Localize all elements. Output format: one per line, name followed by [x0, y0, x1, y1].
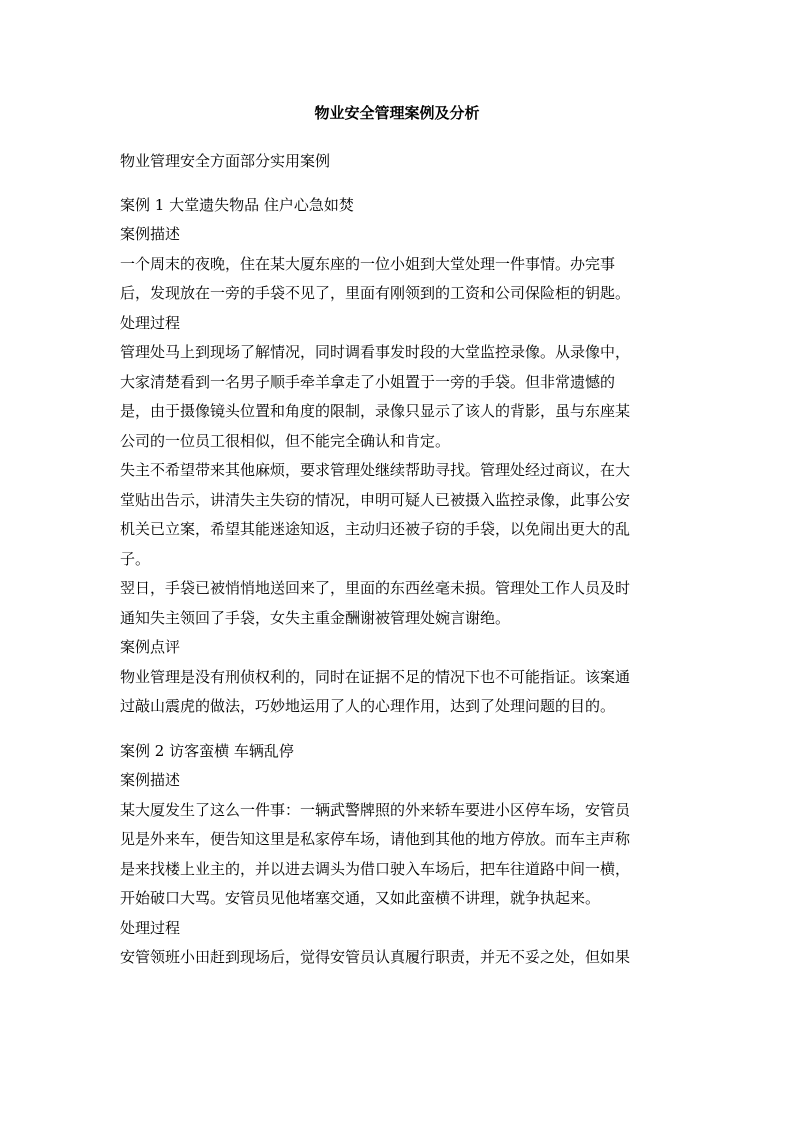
case1-process-line: 翌日，手袋已被悄悄地送回来了，里面的东西丝毫未损。管理处工作人员及时	[120, 579, 631, 597]
case1-process-line: 子。	[120, 549, 151, 568]
case2-desc-line: 是来找楼上业主的，并以进去调头为借口驶入车场后，把车往道路中间一横，	[120, 859, 631, 878]
document-title: 物业安全管理案例及分析	[314, 104, 480, 122]
section-spacer	[120, 722, 680, 737]
case2-desc-line: 某大厦发生了这么一件事：一辆武警牌照的外来轿车要进小区停车场，安管员	[120, 800, 631, 819]
case1-desc-line: 后，发现放在一旁的手袋不见了，里面有刚领到的工资和公司保险柜的钥匙。	[120, 284, 631, 302]
case2-desc-line: 见是外来车，便告知这里是私家停车场，请他到其他的地方停放。而车主声称	[120, 830, 631, 848]
intro-heading: 物业管理安全方面部分实用案例	[120, 152, 331, 170]
case1-process-line: 失主不希望带来其他麻烦，要求管理处继续帮助寻找。管理处经过商议，在大	[120, 461, 631, 479]
case1-process-label: 处理过程	[120, 313, 181, 332]
case1-heading: 案例 1 大堂遗失物品 住户心急如焚	[120, 195, 354, 214]
case1-desc-line: 一个周末的夜晚，住在某大厦东座的一位小姐到大堂处理一件事情。办完事	[120, 254, 616, 273]
case1-desc-label: 案例描述	[120, 225, 181, 243]
case1-comment-label: 案例点评	[120, 638, 181, 656]
case2-heading: 案例 2 访客蛮横 车辆乱停	[120, 741, 294, 760]
case2-process-line: 安管领班小田赶到现场后，觉得安管员认真履行职责，并无不妥之处，但如果	[120, 948, 631, 966]
case1-comment-line: 过敲山震虎的做法，巧妙地运用了人的心理作用，达到了处理问题的目的。	[120, 697, 616, 715]
case1-process-line: 公司的一位员工很相似，但不能完全确认和肯定。	[120, 431, 451, 450]
document-body	[120, 147, 680, 973]
case1-process-line: 管理处马上到现场了解情况，同时调看事发时段的大堂监控录像。从录像中，	[120, 343, 631, 361]
case1-process-line: 大家清楚看到一名男子顺手牵羊拿走了小姐置于一旁的手袋。但非常遗憾的	[120, 372, 616, 391]
case1-comment-line: 物业管理是没有刑侦权利的，同时在证据不足的情况下也不可能指证。该案通	[120, 667, 631, 686]
case1-process-line: 通知失主领回了手袋，女失主重金酬谢被管理处婉言谢绝。	[120, 608, 511, 627]
case1-process-line: 机关已立案，希望其能迷途知返，主动归还被子窃的手袋，以免闹出更大的乱	[120, 520, 631, 538]
case1-process-line: 堂贴出告示，讲清失主失窃的情况，申明可疑人已被摄入监控录像，此事公安	[120, 490, 631, 509]
case2-process-label: 处理过程	[120, 918, 181, 937]
case1-process-line: 是，由于摄像镜头位置和角度的限制，录像只显示了该人的背影，虽与东座某	[120, 402, 631, 420]
case2-desc-line: 开始破口大骂。安管员见他堵塞交通，又如此蛮横不讲理，就争执起来。	[120, 889, 601, 907]
case2-desc-label: 案例描述	[120, 771, 181, 789]
